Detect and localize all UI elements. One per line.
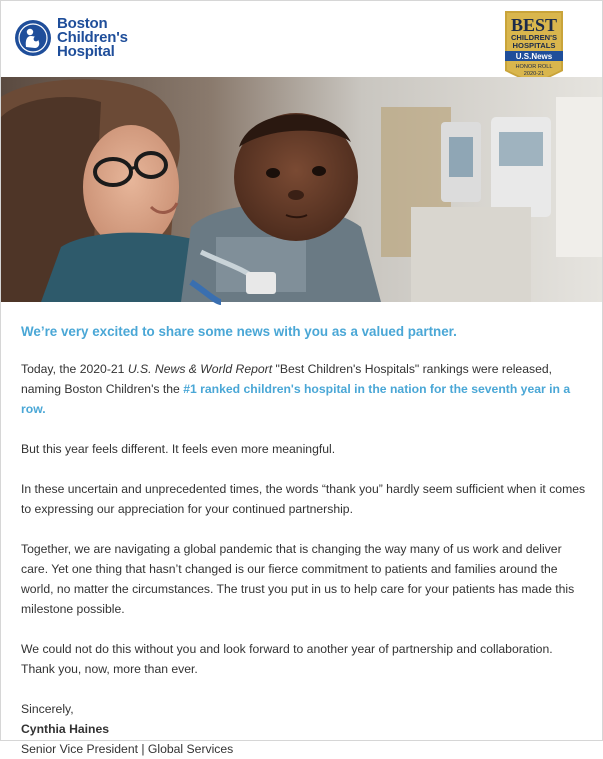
logo-line-1: Boston xyxy=(57,15,108,32)
paragraph-different: But this year feels different. It feels even more meaningful. xyxy=(21,442,336,456)
paragraph-rankings xyxy=(21,359,587,419)
signoff: Sincerely, xyxy=(21,702,74,716)
paragraph-closing: We could not do this without you and look forward to another year of partnership and collaboration. Thank you, now, more than ever. xyxy=(21,642,553,676)
badge-honor-roll-text: HONOR ROLL xyxy=(515,64,553,70)
badge-usnews-text: U.S.News xyxy=(515,52,553,61)
boston-childrens-logo[interactable] xyxy=(15,17,128,59)
badge-year-text: 2020-21 xyxy=(523,71,545,77)
hero-photo xyxy=(1,77,602,302)
logo-wordmark xyxy=(57,17,128,59)
signature-block xyxy=(21,699,587,759)
paragraph-pandemic: Together, we are navigating a global pandemic that is changing the way many of us work and deliver care. Yet one thing that hasn’t changed is our fierce commitment to patients and families around the world, no matter the circumstances. The trust you put in us to help care for your patients has made this milestone possible. xyxy=(21,542,575,616)
email-body xyxy=(21,323,587,759)
ranking-highlight: #1 ranked children's hospital in the nation for the seventh year in a row. xyxy=(21,382,571,416)
hospital-logo-icon xyxy=(15,20,51,56)
us-news-honor-roll-badge xyxy=(501,11,567,85)
logo-line-3: Hospital xyxy=(57,43,115,60)
rankings-text-a: Today, the 2020-21 xyxy=(21,362,128,376)
badge-hospitals-text: HOSPITALS xyxy=(512,41,556,50)
signer-title: Senior Vice President | Global Services xyxy=(21,742,234,756)
photo-caregiver-holding-baby-icon xyxy=(1,77,602,302)
paragraph-thank-you: In these uncertain and unprecedented times, the words “thank you” hardly seem sufficient when it comes to expressing our appreciation for your continued partnership. xyxy=(21,482,586,516)
badge-best-text: BEST xyxy=(510,15,558,35)
email-headline: We’re very excited to share some news with you as a valued partner. xyxy=(21,324,457,339)
badge-childrens-text: CHILDREN'S xyxy=(510,33,558,42)
rankings-text-b: "Best Children's Hospitals" rankings were released, naming Boston Children's the xyxy=(21,362,553,396)
signer-name: Cynthia Haines xyxy=(21,722,110,736)
logo-line-2: Children's xyxy=(57,29,128,46)
publication-name: U.S. News & World Report xyxy=(127,362,273,376)
email-header xyxy=(1,1,602,77)
